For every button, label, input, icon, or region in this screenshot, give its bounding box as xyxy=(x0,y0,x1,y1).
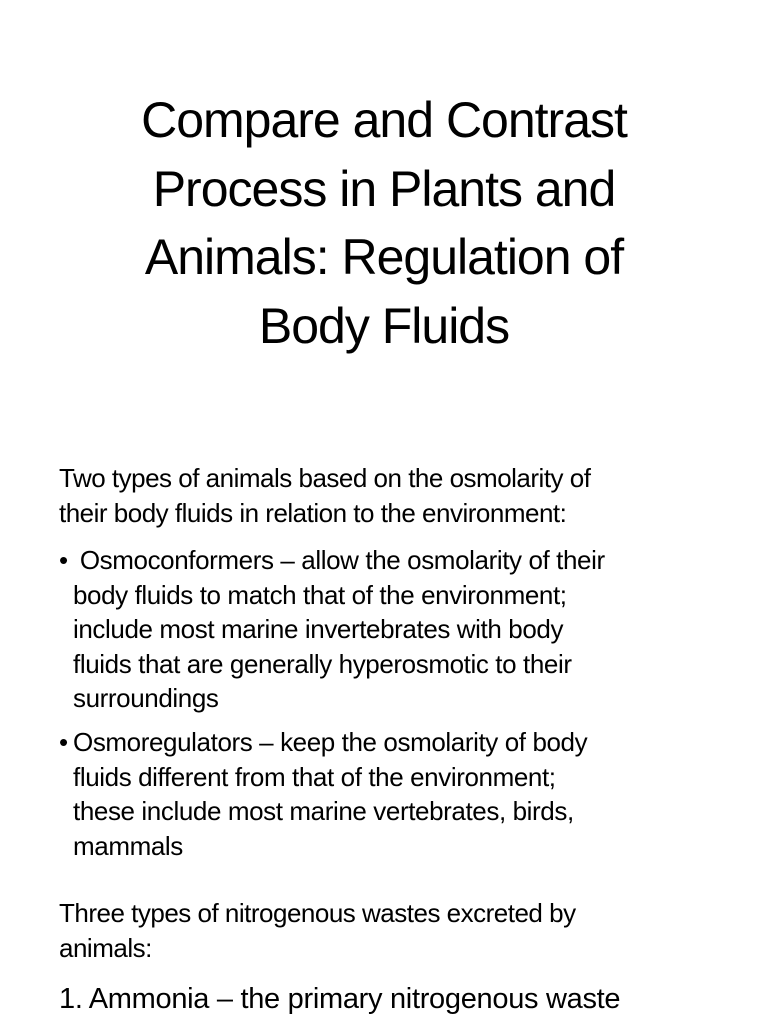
page-title xyxy=(40,86,728,360)
title-line: Body Fluids xyxy=(258,297,510,354)
title-line: Animals: Regulation of xyxy=(144,229,624,285)
bullet-line: fluids that are generally hyperosmotic to their xyxy=(73,648,572,679)
bullet-line xyxy=(59,725,759,760)
bullet-line: include most marine invertebrates with body xyxy=(73,614,564,644)
bullet-text: Osmoconformers – allow the osmolarity of their xyxy=(73,545,605,575)
bullet-osmoregulators xyxy=(59,725,759,863)
bullet-osmoconformers xyxy=(59,543,759,716)
bullet-line: surroundings xyxy=(73,683,219,713)
bullet-line: mammals xyxy=(73,830,183,861)
section-line: animals: xyxy=(59,933,152,963)
title-line: Process in Plants and xyxy=(152,160,616,217)
title-line: Compare and Contrast xyxy=(141,92,627,148)
bullet-text: Osmoregulators – keep the osmolarity of body xyxy=(73,727,588,757)
bullet-line xyxy=(59,543,759,578)
bullet-marker: • xyxy=(59,545,68,575)
numbered-line: 1. Ammonia – the primary nitrogenous waste xyxy=(59,983,621,1015)
intro-line: Two types of animals based on the osmolarity of xyxy=(59,463,591,493)
nitrogenous-wastes-heading xyxy=(59,896,749,966)
bullet-line: body fluids to match that of the environment; xyxy=(73,579,567,610)
bullet-line: these include most marine vertebrates, birds, xyxy=(73,796,574,826)
bullet-line: fluids different from that of the environment; xyxy=(73,761,556,792)
numbered-item-ammonia xyxy=(59,979,768,1019)
bullet-marker: • xyxy=(59,727,68,757)
intro-line: their body fluids in relation to the environment: xyxy=(59,498,567,528)
intro-paragraph xyxy=(59,461,749,531)
section-line: Three types of nitrogenous wastes excreted by xyxy=(59,898,576,928)
